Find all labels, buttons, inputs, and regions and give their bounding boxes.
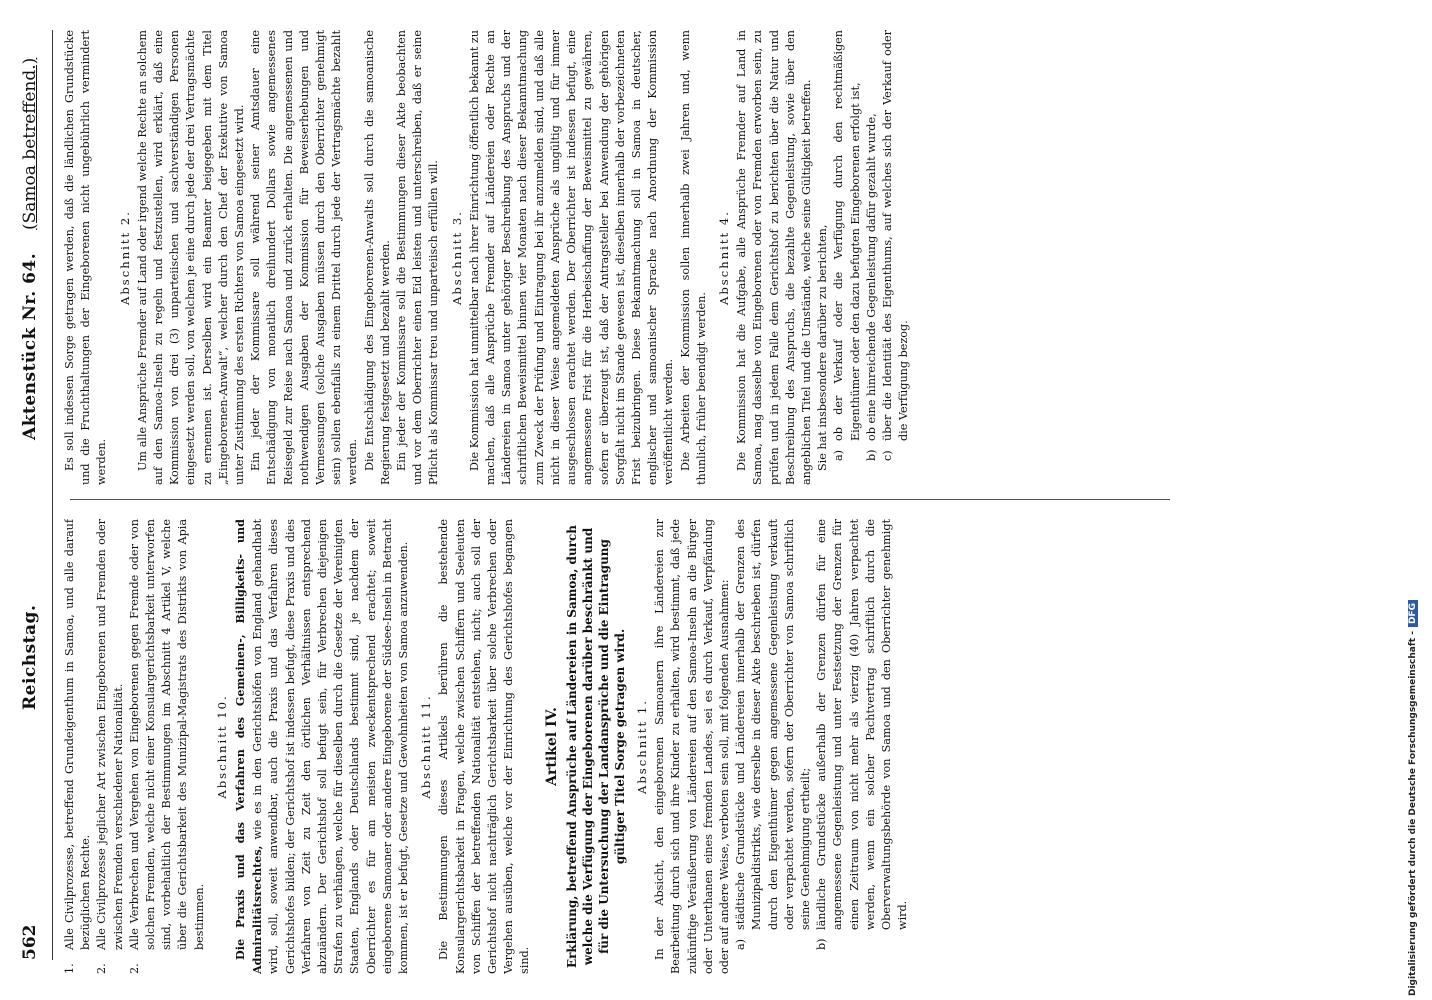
list-item: a) städtische Grundstücke und Ländereien innerhalb der Grenzen des Munizipaldistrikts, wie derselbe in dieser Akte beschrieben ist, dürfen durch den Eigenthümer gegen angemessene Gegenleistung verkauft oder verpachtet werden, sofern der Oberrichter von Samoa schriftlich seine Genehmigung ertheilt; bbox=[734, 519, 812, 950]
footer-text: Digitalisierung gefördert durch die Deutsche Forschungsgemeinschaft - bbox=[1408, 631, 1418, 996]
section-heading: Abschnitt 2. bbox=[117, 210, 132, 305]
paragraph: Die Arbeiten der Kommission sollen innerhalb zwei Jahren und, wenn thunlich, früher beendigt werden. bbox=[678, 30, 708, 485]
section-heading: Abschnitt 10. bbox=[214, 694, 229, 799]
list-item: 1. Alle Civilprozesse, betreffend Grundeigenthum in Samoa, und alle darauf bezüglichen Rechte. bbox=[63, 519, 93, 974]
list-item: b) ob eine hinreichende Gegenleistung dafür gezahlt wurde, bbox=[864, 113, 878, 461]
list-item: a) ob der Verkauf oder die Verfügung durch den rechtmäßigen Eigenthümer oder den dazu befugten Eingeborenen erfolgt ist, bbox=[832, 30, 862, 461]
paragraph: Ein jeder der Kommissare soll die Bestimmungen dieser Akte beobachten und vor dem Oberrichter einen Eid leisten und unterschreiben, daß er seine Pflicht als Kommissar treu und unparteiisch erfüllen will. bbox=[395, 30, 441, 485]
article-title: Artikel IV. bbox=[543, 707, 560, 786]
article-subtitle: Erklärung, betreffend Ansprüche auf Ländereien in Samoa, durch welche die Verfügung der Eingeborenen darüber beschränkt und für die Untersuchung der Landansprüche und die Eintragung gültiger Titel Sorge getragen wird. bbox=[564, 524, 627, 969]
header-rule bbox=[52, 30, 53, 960]
paragraph: Sie hat insbesondere darüber zu berichten, bbox=[816, 224, 830, 471]
section-heading: Abschnitt 3. bbox=[449, 210, 464, 305]
section-lead: Die Praxis und das Verfahren des Gemeinen-, Billigkeits- und Admiralitätsrechtes, bbox=[233, 519, 265, 974]
list-item: 2. Alle Civilprozesse jeglicher Art zwischen Eingeborenen und Fremden oder zwischen Fremden verschiedener Nationalität. bbox=[95, 519, 125, 974]
section-heading: Abschnitt 11. bbox=[419, 694, 434, 799]
section-heading: Abschnitt 1. bbox=[634, 699, 649, 794]
paragraph: Ein jeder der Kommissare soll während seiner Amtsdauer eine Entschädigung von monatlich dreihundert Dollars sowie angemessenes Reisegeld zur Reise nach Samoa und zurück erhalten. Die angemessenen und nothwendigen Ausgaben der Kommission für Beweiserhebungen und Vermessungen (solche Ausgaben müssen durch den Oberrichter genehmigt sein) sollen ebenfalls zu einem Drittel durch jede der Vertragsmächte bezahlt werden. bbox=[249, 30, 360, 485]
header-right-title: Aktenstück Nr. 64. bbox=[20, 252, 40, 440]
paragraph: Die Praxis und das Verfahren des Gemeinen-, Billigkeits- und Admiralitätsrechtes, wie es in den Gerichtshöfen von England gehandhabt wird, soll, soweit anwendbar, auch die Praxis und das Verfahren dieses Gerichtshofes bilden; der Gerichtshof ist indessen befugt, diese Praxis und dies Verfahren von Zeit zu Zeit den örtlichen Verhältnissen entsprechend abzuändern. Der Gerichtshof soll befugt sein, für Verbrechen diejenigen Strafen zu verhängen, welche für dieselben durch die Gesetze der Vereinigten Staaten, Englands oder Deutschlands bestimmt sind, je nachdem der Oberrichter es für am meisten zweckentsprechend erachtet; soweit eingeborene Samoaner oder andere Eingeborene der Südsee-Inseln in Betracht kommen, ist er befugt, Gesetze und Gewohnheiten von Samoa anzuwenden. bbox=[233, 519, 411, 974]
digitization-footer bbox=[1408, 396, 1422, 996]
paragraph: Um alle Ansprüche Fremder auf Land oder irgend welche Rechte an solchem auf den Samoa-Inseln zu regeln und festzustellen, wird erklärt, daß eine Kommission von drei (3) unparteiischen und sachverständigen Personen eingesetzt werden soll, von welchen je eine durch jede der drei Vertragsmächte zu ernennen ist. Derselben wird ein Beamter beigegeben mit dem Titel „Eingeborenen-Anwalt“, welcher durch den Chef der Exekutive von Samoa unter Zustimmung des ersten Richters von Samoa eingesetzt wird. bbox=[135, 30, 247, 485]
list-item: c) über die Identität des Eigenthums, auf welches sich der Verkauf oder die Verfügung bezog. bbox=[880, 30, 911, 461]
column-divider bbox=[70, 499, 1170, 500]
left-column bbox=[62, 519, 1392, 974]
paragraph: Die Entschädigung des Eingeborenen-Anwalts soll durch die samoanische Regierung festgesetzt und bezahlt werden. bbox=[362, 30, 392, 485]
list-item: b) ländliche Grundstücke außerhalb der Grenzen dürfen für eine angemessene Gegenleistung und unter Festsetzung der Grenzen für einen Zeitraum von nicht mehr als vierzig (40) Jahren verpachtet werden, wenn ein solcher Pachtvertrag schriftlich durch die Oberverwaltungsbehörde von Samoa und den Oberrichter genehmigt wird. bbox=[815, 519, 910, 950]
right-column bbox=[62, 30, 1392, 485]
paragraph: Die Bestimmungen dieses Artikels berühren die bestehende Konsulargerichtsbarkeit in Fragen, welche zwischen Schiffern und Seeleuten von Schiffen der betreffenden Nationalität entstehen, nicht; auch soll der Gerichtshof nicht nachträglich Gerichtsbarkeit über solche Verbrechen oder Vergehen ausüben, welche vor der Einrichtung des Gerichtshofes begangen sind. bbox=[437, 519, 532, 974]
page-header bbox=[14, 20, 48, 980]
section-heading: Abschnitt 4. bbox=[716, 210, 731, 305]
header-left-title: Reichstag. bbox=[20, 604, 40, 710]
paragraph: Die Kommission hat unmittelbar nach ihrer Einrichtung öffentlich bekannt zu machen, daß alle Ansprüche Fremder auf Ländereien oder Rechte an Ländereien in Samoa unter gehöriger Beschreibung des Anspruchs und der schriftlichen Beweismittel binnen vier Monaten nach dieser Bekanntmachung zum Zweck der Prüfung und Eintragung bei ihr anzumelden sind, und daß alle nicht in dieser Weise angemeldeten Ansprüche als ungültig und für immer ausgeschlossen erachtet werden. Der Oberrichter ist indessen befugt, eine angemessene Frist für die Herbeischaffung der Beweismittel zu gewähren, sofern er überzeugt ist, daß der Antragsteller bei Anwendung der gehörigen Sorgfalt nicht im Stande gewesen ist, dieselben innerhalb der vorbezeichneten Frist beizubringen. Diese Bekanntmachung soll in Samoa in deutscher, englischer und samoanischer Sprache nach Anordnung der Kommission veröffentlicht werden. bbox=[467, 30, 676, 485]
paragraph: In der Absicht, den eingeborenen Samoanern ihre Ländereien zur Bearbeitung durch sich und ihre Kinder zu erhalten, wird bestimmt, daß jede zukünftige Veräußerung von Ländereien auf den Samoa-Inseln an die Bürger oder Unterthanen eines fremden Landes, sei es durch Verkauf, Verpfändung oder auf andere Weise, verboten sein soll, mit folgenden Ausnahmen: bbox=[653, 519, 731, 974]
dfg-logo: DFG bbox=[1408, 600, 1418, 627]
paragraph: Es soll indessen Sorge getragen werden, daß die ländlichen Grundstücke und die Fruchthaltungen der Eingeborenen nicht ungebührlich vermindert werden. bbox=[63, 30, 109, 485]
list-item: 2. Alle Verbrechen und Vergehen von Eingeborenen gegen Fremde oder von solchen Fremden, welche nicht einer Konsulargerichtsbarkeit unterworfen sind, vorbehaltlich der Bestimmungen im Abschnitt 4 Artikel V, welche über die Gerichtsbarkeit des Munizipal-Magistrats des Distrikts von Apia bestimmen. bbox=[127, 519, 206, 974]
paragraph: Die Kommission hat die Aufgabe, alle Ansprüche Fremder auf Land in Samoa, mag dasselbe von Eingeborenen oder von Fremden erworben sein, zu prüfen und in jedem Falle dem Gerichtshof zu berichten über die Natur und Beschreibung des Anspruchs, die bezahlte Gegenleistung, sowie über den angeblichen Titel und die Umstände, welche seine Gültigkeit betreffen. bbox=[735, 30, 813, 485]
page-number: 562 bbox=[20, 924, 40, 960]
header-subject: (Samoa betreffend.) bbox=[20, 57, 40, 230]
